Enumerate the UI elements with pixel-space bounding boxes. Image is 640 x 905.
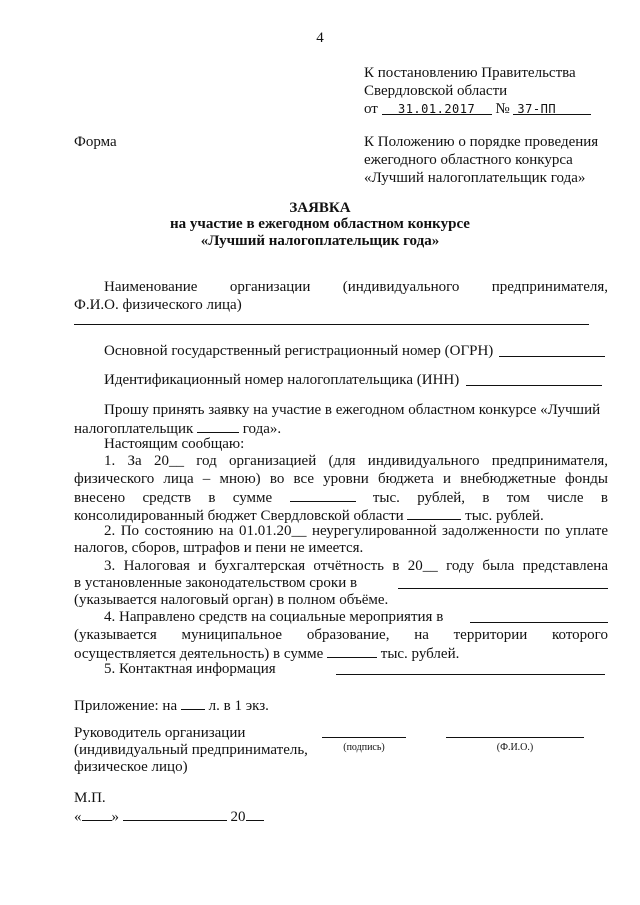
attachment-pages-field[interactable]	[181, 695, 205, 710]
request-line-2-end: года».	[242, 421, 282, 437]
item4-line-3-end: тыс. рублей.	[380, 646, 460, 662]
item1-word-7: в	[482, 490, 490, 506]
item4-amount-field[interactable]	[327, 643, 377, 658]
regulation-line-1: К Положению о порядке проведения	[364, 134, 599, 150]
item4-line-1: 4. Направлено средств на социальные мероприятия в	[104, 609, 444, 625]
item4-line-2	[74, 626, 608, 644]
item1-word-8: том	[506, 490, 530, 506]
signature-line-3: физическое лицо)	[74, 759, 188, 775]
signature-field[interactable]	[322, 737, 406, 738]
ogrn-field[interactable]	[499, 356, 605, 357]
item1-line-4-end: тыс. рублей.	[465, 508, 544, 524]
attachment-label: Приложение: на	[74, 698, 178, 714]
date-day-field[interactable]	[82, 806, 112, 821]
org-name-word-4: предпринимателя,	[491, 279, 608, 295]
date-open-quote: «	[74, 809, 82, 825]
inn-label: Идентификационный номер налогоплательщика (ИНН)	[104, 372, 460, 388]
item1-line-1	[104, 452, 608, 470]
org-name-word-3: (индивидуального	[342, 279, 460, 295]
org-name-word-1: Наименование	[104, 279, 198, 295]
item3-line-2: в установленные законодательством сроки в	[74, 575, 358, 591]
item1-word-6: рублей,	[417, 490, 466, 506]
request-line-3: Настоящим сообщаю:	[104, 436, 245, 452]
decree-number-field	[513, 100, 591, 115]
item1-line-4-start: консолидированный бюджет Свердловской области	[74, 508, 404, 524]
item2-line-1-text: 2. По состоянию на 01.01.20__ неурегулированной задолженности по уплате	[104, 523, 608, 539]
date-year-field[interactable]	[246, 806, 264, 821]
decree-line-2: Свердловской области	[364, 83, 508, 99]
ogrn-label: Основной государственный регистрационный номер (ОГРН)	[104, 343, 494, 359]
date-month-field[interactable]	[123, 806, 227, 821]
item1-word-2: средств	[142, 490, 192, 506]
date-year-prefix: 20	[230, 809, 246, 825]
item1-line-3	[74, 487, 608, 507]
item4-municipality-field[interactable]	[470, 622, 608, 623]
item3-line-1-text: 3. Налоговая и бухгалтерская отчётность в 20__ году была представлена	[104, 558, 608, 574]
item4-line-3-start: осуществляется деятельность) в сумме	[74, 646, 324, 662]
item4-word-3: образование,	[306, 627, 390, 643]
decree-line-1: К постановлению Правительства	[364, 65, 576, 81]
org-name-word-2: организации	[229, 279, 311, 295]
inn-field[interactable]	[466, 385, 602, 386]
decree-date: 31.01.2017	[397, 102, 476, 116]
item1-word-4: сумме	[232, 490, 273, 506]
decree-number-label: №	[495, 101, 510, 117]
decree-date-line	[364, 100, 591, 118]
date-close-quote: »	[111, 809, 119, 825]
full-name-caption: (Ф.И.О.)	[496, 742, 534, 753]
item1-total-amount-field[interactable]	[290, 487, 356, 502]
item5-contact-field[interactable]	[336, 674, 605, 675]
item1-word-3: в	[208, 490, 216, 506]
item2-line-1	[104, 522, 608, 540]
item3-line-3: (указывается налоговый орган) в полном объёме.	[74, 592, 389, 608]
document-title: ЗАЯВКА	[289, 200, 351, 216]
signature-line-1: Руководитель организации	[74, 725, 246, 741]
item3-line-1	[104, 557, 608, 575]
item4-word-1: (указывается	[74, 627, 157, 643]
item4-word-6: которого	[552, 627, 608, 643]
regulation-line-3: «Лучший налогоплательщик года»	[364, 170, 586, 186]
document-subtitle-1: на участие в ежегодном областном конкурсе	[170, 216, 470, 232]
full-name-field[interactable]	[446, 737, 584, 738]
org-name-line-2: Ф.И.О. физического лица)	[74, 297, 242, 313]
attachment-line	[74, 695, 269, 715]
item1-line-2	[74, 470, 608, 488]
decree-from-label: от	[364, 101, 378, 117]
item5-label: 5. Контактная информация	[104, 661, 276, 677]
item2-line-2: налогов, сборов, штрафов и пени не имеется.	[74, 540, 364, 556]
item1-word-9: числе	[547, 490, 584, 506]
document-subtitle-2: «Лучший налогоплательщик года»	[200, 233, 440, 249]
item4-word-5: территории	[453, 627, 528, 643]
request-line-1: Прошу принять заявку на участие в ежегодном областном конкурсе «Лучший	[104, 402, 601, 418]
item3-tax-authority-field[interactable]	[398, 588, 608, 589]
org-name-field[interactable]	[74, 324, 589, 325]
request-line-2-start: налогоплательщик	[74, 421, 194, 437]
attachment-suffix: л. в 1 экз.	[208, 698, 269, 714]
signature-line-2: (индивидуальный предприниматель,	[74, 742, 308, 758]
item1-word-10: в	[600, 490, 608, 506]
form-label: Форма	[74, 134, 117, 150]
item1-word-1: внесено	[74, 490, 126, 506]
regulation-line-2: ежегодного областного конкурса	[364, 152, 573, 168]
item1-line-1-text: 1. За 20__ год организацией (для индивидуального предпринимателя,	[104, 453, 608, 469]
signature-caption: (подпись)	[343, 742, 385, 753]
stamp-label: М.П.	[74, 790, 106, 806]
request-year-field[interactable]	[197, 418, 239, 433]
decree-number: 37-ПП	[517, 102, 557, 116]
page-number: 4	[316, 30, 324, 46]
item4-word-4: на	[414, 627, 429, 643]
date-line	[74, 806, 264, 826]
item1-line-2-text: физического лица – мною) во все уровни бюджета и внебюджетные фонды	[74, 471, 608, 487]
item1-regional-amount-field[interactable]	[407, 505, 461, 520]
org-name-line-1	[104, 278, 608, 296]
decree-date-field	[382, 100, 492, 115]
item4-word-2: муниципальное	[181, 627, 283, 643]
item1-word-5: тыс.	[372, 490, 400, 506]
